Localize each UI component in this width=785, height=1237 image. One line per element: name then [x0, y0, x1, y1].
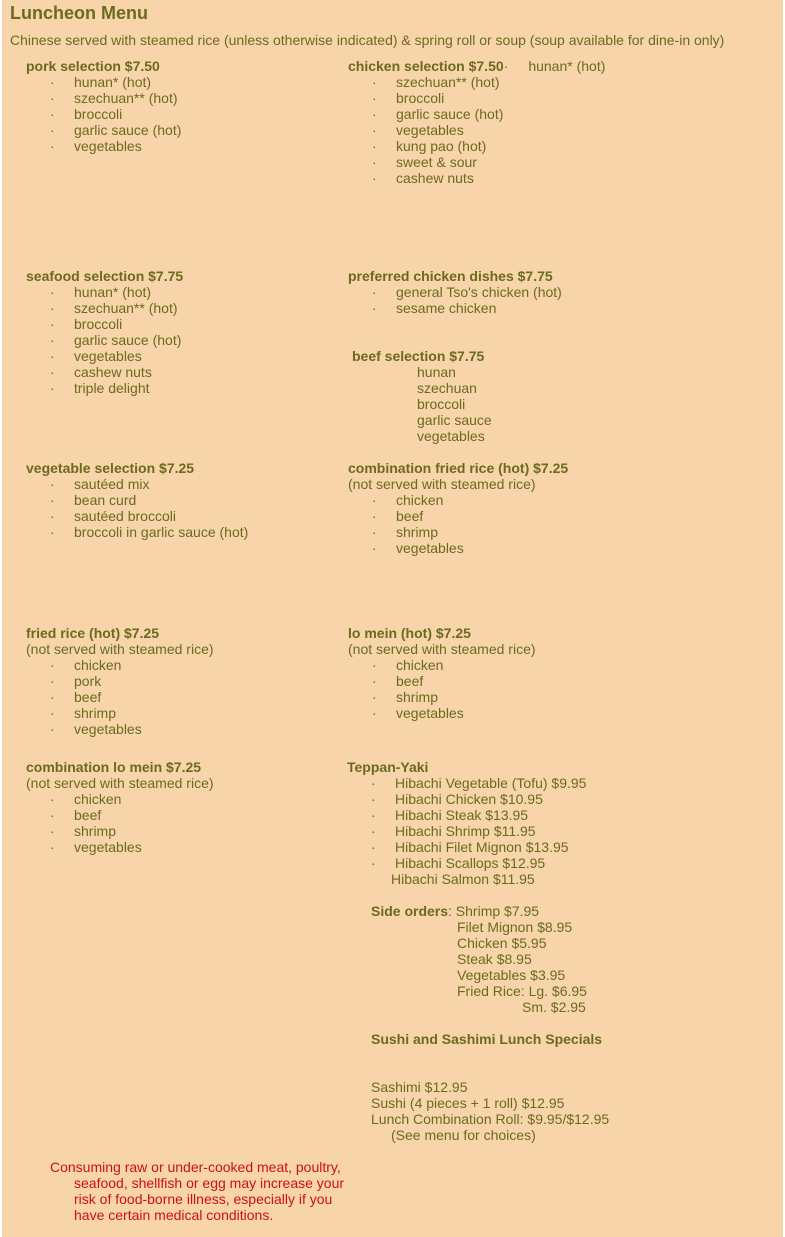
list-item: · sweet & sour [372, 154, 477, 170]
list-item: · Hibachi Filet Mignon $13.95 [371, 839, 569, 855]
list-item: · chicken [372, 492, 444, 508]
list-item: · hunan* (hot) [50, 284, 152, 300]
bullet: · [503, 58, 509, 74]
bullet: · [372, 74, 377, 90]
combination-lo-mein-section [26, 759, 214, 855]
list-item: · vegetables [372, 705, 464, 721]
list-item: · chicken [372, 657, 444, 673]
list-item: · shrimp [372, 524, 439, 540]
section-heading: chicken selection $7.50 [348, 58, 504, 74]
list-item: Hibachi Salmon $11.95 [391, 871, 535, 887]
bullet: · [50, 721, 55, 737]
list-item: · beef [372, 673, 424, 689]
list-item: · general Tso's chicken (hot) [372, 284, 562, 300]
bullet: · [372, 705, 377, 721]
list-item: · szechuan** (hot) [372, 74, 500, 90]
list-item: Vegetables $3.95 [457, 967, 566, 983]
teppan-yaki-section [347, 759, 587, 887]
list-item: · broccoli [50, 106, 123, 122]
list-item: : Shrimp $7.95 [448, 903, 540, 919]
list-item: · shrimp [50, 705, 117, 721]
list-item: · hunan* (hot) [50, 74, 152, 90]
side-orders-section [371, 903, 587, 1015]
preferred-chicken-section [348, 268, 562, 316]
bullet: · [50, 476, 55, 492]
section-note: (not served with steamed rice) [348, 641, 536, 657]
bullet: · [371, 839, 376, 855]
beef-section [352, 348, 492, 444]
food-safety-warning: Consuming raw or under-cooked meat, poultry, seafood, shellfish or egg may increase your risk of food-borne illness, especially if you have certain medical conditions. [50, 1159, 345, 1223]
section-note: (See menu for choices) [391, 1127, 536, 1143]
section-heading: Teppan-Yaki [347, 759, 429, 775]
menu-page [2, 0, 783, 1237]
list-item: hunan [417, 364, 456, 380]
bullet: · [372, 540, 377, 556]
list-item: · beef [50, 807, 102, 823]
section-heading: beef selection $7.75 [352, 348, 485, 364]
section-heading: combination fried rice (hot) $7.25 [348, 460, 569, 476]
list-item: Sashimi $12.95 [371, 1079, 468, 1095]
section-note: (not served with steamed rice) [348, 476, 536, 492]
section-heading: Side orders [371, 903, 449, 919]
list-item: · chicken [50, 791, 122, 807]
sushi-section [371, 1031, 602, 1047]
list-item: · vegetables [50, 138, 142, 154]
bullet: · [50, 823, 55, 839]
bullet: · [50, 300, 55, 316]
chicken-section [348, 58, 605, 186]
sushi-items [371, 1079, 609, 1143]
bullet: · [50, 673, 55, 689]
vegetable-section [26, 460, 249, 540]
section-heading: seafood selection $7.75 [26, 268, 184, 284]
list-item: · sesame chicken [372, 300, 497, 316]
bullet: · [50, 284, 55, 300]
bullet: · [372, 300, 377, 316]
section-heading: vegetable selection $7.25 [26, 460, 195, 476]
list-item: · broccoli in garlic sauce (hot) [50, 524, 249, 540]
section-note: (not served with steamed rice) [26, 775, 214, 791]
list-item: · vegetables [50, 721, 142, 737]
list-item: · Hibachi Shrimp $11.95 [371, 823, 536, 839]
bullet: · [371, 823, 376, 839]
list-item: · pork [50, 673, 102, 689]
section-heading: pork selection $7.50 [26, 58, 160, 74]
bullet: · [50, 122, 55, 138]
list-item: vegetables [417, 428, 485, 444]
bullet: · [372, 170, 377, 186]
bullet: · [372, 689, 377, 705]
list-item: · broccoli [50, 316, 123, 332]
bullet: · [50, 380, 55, 396]
page-title: Luncheon Menu [10, 3, 148, 23]
fried-rice-section [26, 625, 214, 737]
list-item: · cashew nuts [50, 364, 152, 380]
list-item: garlic sauce [417, 412, 492, 428]
bullet: · [371, 807, 376, 823]
bullet: · [371, 775, 376, 791]
list-item: Filet Mignon $8.95 [457, 919, 573, 935]
section-note: (not served with steamed rice) [26, 641, 214, 657]
list-item: · Hibachi Steak $13.95 [371, 807, 529, 823]
list-item: · cashew nuts [372, 170, 474, 186]
bullet: · [372, 284, 377, 300]
bullet: · [372, 508, 377, 524]
list-item: · beef [372, 508, 424, 524]
combination-fried-rice-section [348, 460, 568, 556]
bullet: · [371, 855, 376, 871]
list-item: · broccoli [372, 90, 445, 106]
list-item: · garlic sauce (hot) [50, 122, 182, 138]
list-item: · szechuan** (hot) [50, 90, 178, 106]
bullet: · [50, 791, 55, 807]
list-item: · kung pao (hot) [372, 138, 487, 154]
bullet: · [371, 791, 376, 807]
bullet: · [50, 316, 55, 332]
list-item: Sm. $2.95 [522, 999, 586, 1015]
list-item: · vegetables [372, 540, 464, 556]
list-item: · Hibachi Chicken $10.95 [371, 791, 543, 807]
bullet: · [372, 138, 377, 154]
list-item: · Hibachi Scallops $12.95 [371, 855, 546, 871]
list-item: szechuan [417, 380, 477, 396]
bullet: · [372, 90, 377, 106]
section-heading: combination lo mein $7.25 [26, 759, 202, 775]
section-heading: lo mein (hot) $7.25 [348, 625, 471, 641]
list-item: · chicken [50, 657, 122, 673]
list-item: · vegetables [50, 839, 142, 855]
seafood-section [26, 268, 183, 396]
list-item: · vegetables [372, 122, 464, 138]
section-heading: Sushi and Sashimi Lunch Specials [371, 1031, 603, 1047]
list-item: Lunch Combination Roll: $9.95/$12.95 [371, 1111, 610, 1127]
list-item: · vegetables [50, 348, 142, 364]
list-item: · garlic sauce (hot) [50, 332, 182, 348]
list-item: · Hibachi Vegetable (Tofu) $9.95 [371, 775, 587, 791]
bullet: · [50, 807, 55, 823]
section-heading: preferred chicken dishes $7.75 [348, 268, 553, 284]
section-heading: fried rice (hot) $7.25 [26, 625, 160, 641]
bullet: · [50, 74, 55, 90]
bullet: · [372, 492, 377, 508]
list-item: · szechuan** (hot) [50, 300, 178, 316]
list-item: broccoli [417, 396, 466, 412]
bullet: · [372, 673, 377, 689]
list-item: · bean curd [50, 492, 137, 508]
list-item: · sautéed broccoli [50, 508, 176, 524]
bullet: · [372, 524, 377, 540]
bullet: · [50, 348, 55, 364]
bullet: · [372, 106, 377, 122]
side-orders-first-row [371, 903, 587, 919]
bullet: · [372, 154, 377, 170]
bullet: · [50, 705, 55, 721]
bullet: · [50, 332, 55, 348]
list-item: Chicken $5.95 [457, 935, 547, 951]
bullet: · [50, 839, 55, 855]
list-item: · sautéed mix [50, 476, 150, 492]
list-item: · shrimp [50, 823, 117, 839]
bullet: · [50, 524, 55, 540]
bullet: · [50, 138, 55, 154]
bullet: · [50, 364, 55, 380]
list-item: Steak $8.95 [457, 951, 532, 967]
lo-mein-section [348, 625, 536, 721]
list-item: · shrimp [372, 689, 439, 705]
section-heading-row [348, 58, 605, 74]
inline-item: hunan* (hot) [528, 58, 606, 74]
bullet: · [50, 689, 55, 705]
bullet: · [50, 90, 55, 106]
list-item: Fried Rice: Lg. $6.95 [457, 983, 587, 999]
list-item: Sushi (4 pieces + 1 roll) $12.95 [371, 1095, 565, 1111]
bullet: · [372, 657, 377, 673]
bullet: · [50, 657, 55, 673]
bullet: · [50, 492, 55, 508]
list-item: · garlic sauce (hot) [372, 106, 504, 122]
pork-section [26, 58, 182, 154]
bullet: · [50, 106, 55, 122]
menu-intro: Chinese served with steamed rice (unless otherwise indicated) & spring roll or soup (soup available for dine-in only) [10, 32, 725, 48]
list-item: · triple delight [50, 380, 150, 396]
bullet: · [50, 508, 55, 524]
bullet: · [372, 122, 377, 138]
list-item: · beef [50, 689, 102, 705]
